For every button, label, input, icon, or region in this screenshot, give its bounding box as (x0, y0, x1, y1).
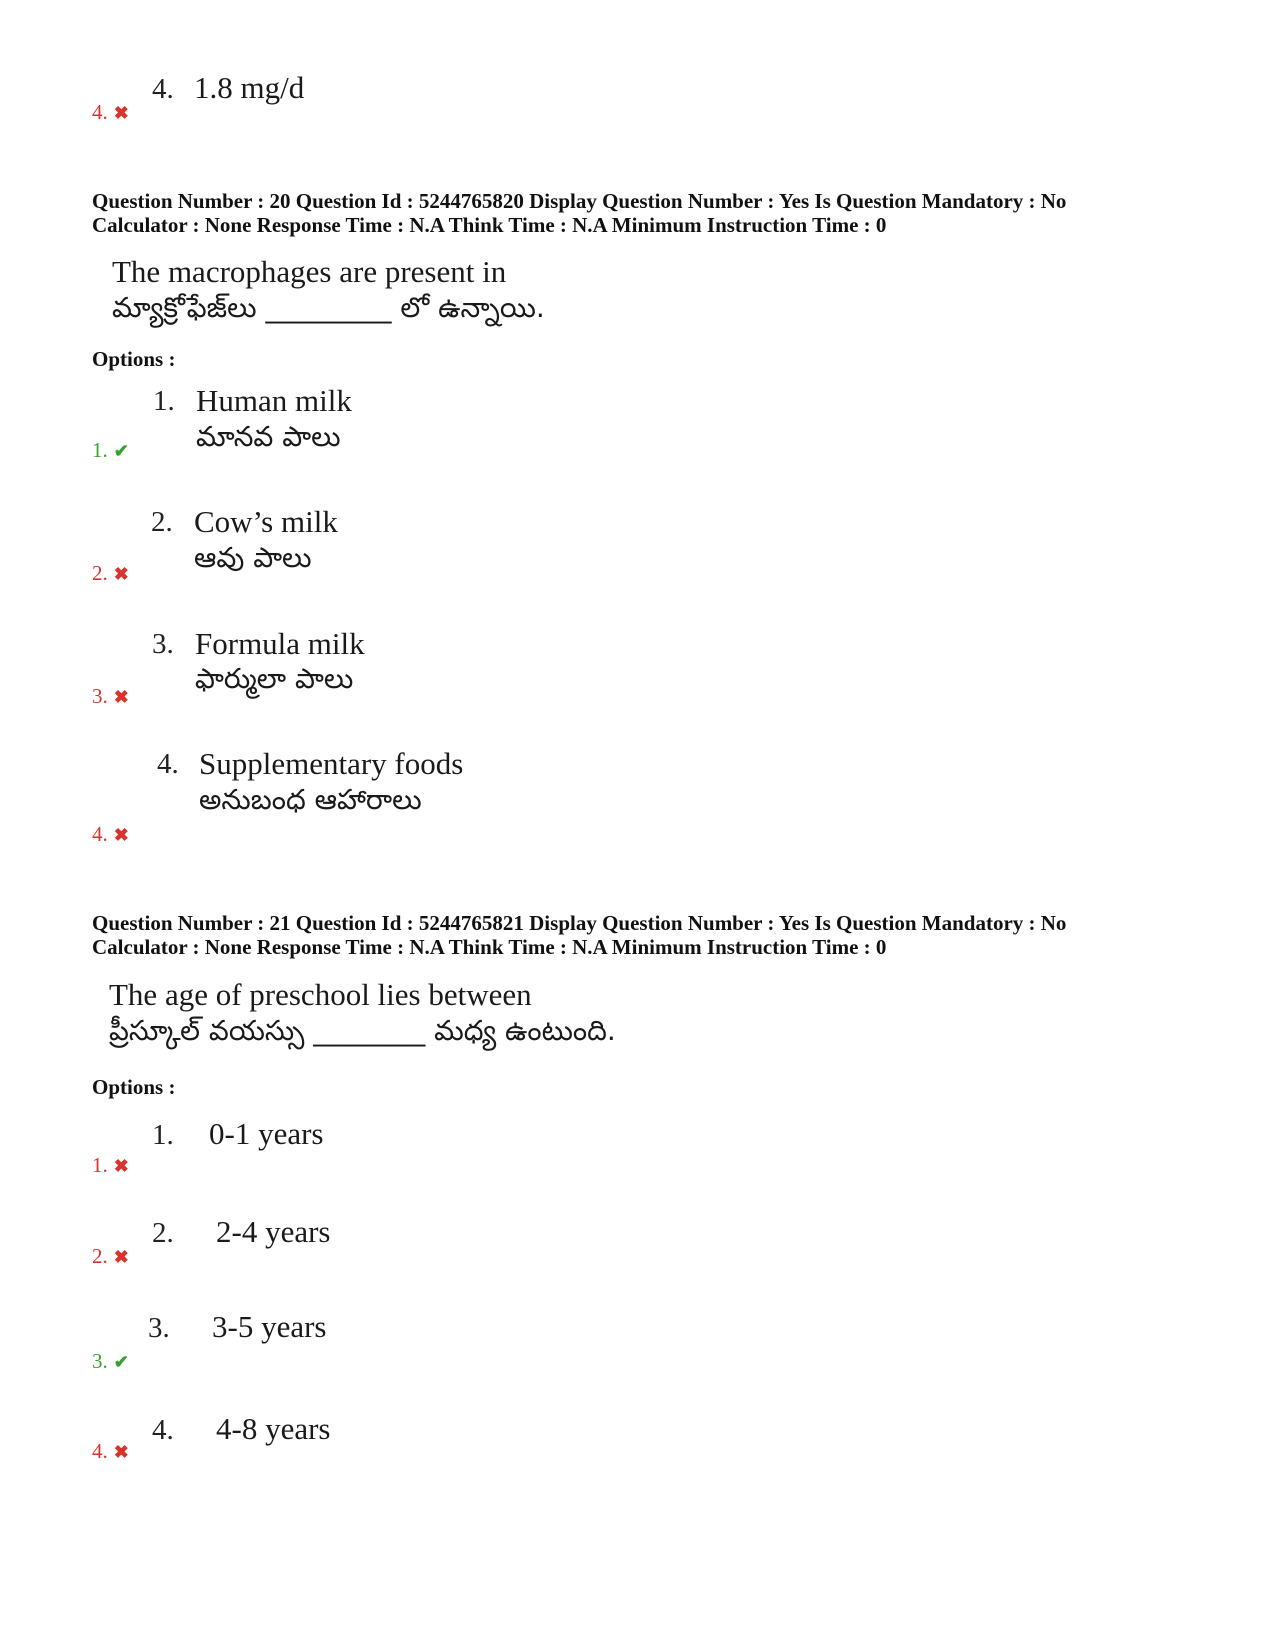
marker-number: 4. (92, 100, 108, 124)
question-text-telugu: ప్రీస్కూల్ వయస్సు ________ మధ్య ఉంటుంది. (109, 1014, 616, 1047)
cross-icon: ✖ (113, 687, 129, 707)
question-text-english: The macrophages are present in (112, 254, 507, 289)
option-text-telugu: ఫార్ములా పాలు (195, 662, 354, 695)
option-marker-correct (92, 1349, 129, 1374)
cross-icon: ✖ (113, 825, 129, 845)
cross-icon: ✖ (113, 1156, 129, 1176)
option-text-english: Human milk (196, 383, 352, 418)
cross-icon: ✖ (113, 103, 129, 123)
option-number: 1. (152, 1119, 174, 1151)
option-number: 1. (153, 385, 175, 417)
question-text-english: The age of preschool lies between (109, 977, 532, 1012)
option-text-english: 0-1 years (209, 1116, 324, 1151)
option-marker-wrong (92, 1439, 129, 1464)
question-text-telugu: మ్యాక్రోఫేజ్‌లు _________ లో ఉన్నాయి. (112, 291, 545, 324)
option-number: 4. (152, 1414, 174, 1446)
option-text-english: 4-8 years (216, 1411, 331, 1446)
marker-number: 3. (92, 1349, 108, 1373)
cross-icon: ✖ (113, 1247, 129, 1267)
option-text-english: Supplementary foods (199, 746, 464, 781)
option-marker-correct (92, 438, 129, 463)
check-icon: ✔ (113, 1352, 129, 1372)
marker-number: 2. (92, 1244, 108, 1268)
option-text-english: Formula milk (195, 626, 365, 661)
question-meta-line-2: Calculator : None Response Time : N.A Think Time : N.A Minimum Instruction Time : 0 (92, 213, 887, 237)
option-number: 4. (157, 748, 179, 780)
option-number: 4. (152, 73, 174, 105)
marker-number: 4. (92, 1439, 108, 1463)
question-meta-line-1: Question Number : 20 Question Id : 5244765820 Display Question Number : Yes Is Question Mandatory : No (92, 189, 1067, 213)
option-marker-wrong (92, 1244, 129, 1269)
option-marker-wrong (92, 684, 129, 709)
options-label: Options : (92, 347, 176, 371)
option-number: 3. (148, 1312, 170, 1344)
option-number: 2. (151, 506, 173, 538)
marker-number: 1. (92, 438, 108, 462)
option-text-english: Cow’s milk (194, 504, 338, 539)
marker-number: 1. (92, 1153, 108, 1177)
check-icon: ✔ (113, 441, 129, 461)
options-label: Options : (92, 1075, 176, 1099)
option-text-telugu: ఆవు పాలు (194, 541, 312, 574)
option-marker-wrong (92, 561, 129, 586)
option-text: 1.8 mg/d (194, 70, 305, 105)
option-marker-wrong (92, 822, 129, 847)
option-marker-wrong (92, 1153, 129, 1178)
option-text-telugu: మానవ పాలు (196, 420, 341, 453)
question-meta-line-2: Calculator : None Response Time : N.A Think Time : N.A Minimum Instruction Time : 0 (92, 935, 887, 959)
marker-number: 4. (92, 822, 108, 846)
marker-number: 2. (92, 561, 108, 585)
option-marker-wrong (92, 100, 129, 125)
option-number: 3. (152, 628, 174, 660)
cross-icon: ✖ (113, 1442, 129, 1462)
option-text-english: 2-4 years (216, 1214, 331, 1249)
option-number: 2. (152, 1217, 174, 1249)
option-text-english: 3-5 years (212, 1309, 327, 1344)
option-text-telugu: అనుబంధ ఆహారాలు (199, 783, 422, 816)
marker-number: 3. (92, 684, 108, 708)
question-meta-line-1: Question Number : 21 Question Id : 5244765821 Display Question Number : Yes Is Question Mandatory : No (92, 911, 1067, 935)
cross-icon: ✖ (113, 564, 129, 584)
